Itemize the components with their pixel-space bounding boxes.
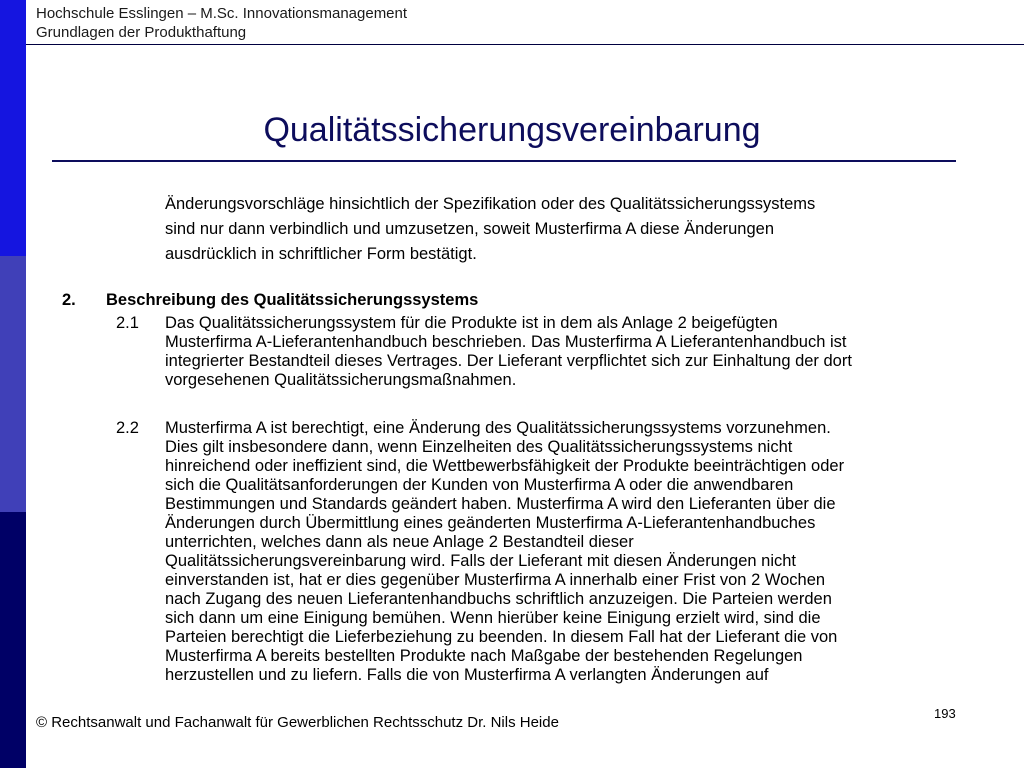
header-course: Grundlagen der Produkthaftung (36, 24, 247, 41)
clause-line: integrierter Bestandteil dieses Vertrages. Der Lieferant verpflichtet sich zur Einhaltung der dort (165, 352, 852, 370)
clause-number: 2.1 (116, 314, 139, 332)
clause-text (165, 314, 985, 390)
header-institution: Hochschule Esslingen – M.Sc. Innovationsmanagement (36, 5, 408, 22)
section-number: 2. (62, 291, 76, 309)
clause-line: Parteien berechtigt die Lieferbeziehung zu beenden. In diesem Fall hat der Lieferant die von (165, 628, 838, 646)
clause-line: hinreichend oder ineffizient sind, die Wettbewerbsfähigkeit der Produkte beeinträchtigen oder (165, 457, 845, 475)
clause-line: herzustellen und zu liefern. Falls die von Musterfirma A verlangten Änderungen auf (165, 666, 769, 684)
intro-line: ausdrücklich in schriftlicher Form bestätigt. (165, 245, 477, 263)
slide-header (36, 4, 407, 42)
slide-title: Qualitätssicherungsvereinbarung (263, 111, 761, 149)
sidebar-segment-bottom (0, 512, 26, 768)
clause-line: Musterfirma A bereits bestellten Produkte nach Maßgabe der bestehenden Regelungen (165, 647, 803, 665)
clause-line: unterrichten, welches dann als neue Anlage 2 Bestandteil dieser (165, 533, 634, 551)
clause-line: Dies gilt insbesondere dann, wenn Einzelheiten des Qualitätssicherungssystems nicht (165, 438, 793, 456)
clause-line: Änderungen durch Übermittlung eines geänderten Musterfirma A-Lieferantenhandbuches (165, 514, 816, 532)
section-title: Beschreibung des Qualitätssicherungssystems (106, 291, 479, 309)
clause-line: nach Zugang des neuen Lieferantenhandbuchs schriftlich anzuzeigen. Die Parteien werden (165, 590, 832, 608)
section-heading (62, 289, 478, 311)
clause-line: Das Qualitätssicherungssystem für die Produkte ist in dem als Anlage 2 beigefügten (165, 314, 778, 332)
clause-line: Musterfirma A-Lieferantenhandbuch beschrieben. Das Musterfirma A Lieferantenhandbuch ist (165, 333, 847, 351)
header-divider (26, 44, 1024, 45)
intro-line: sind nur dann verbindlich und umzusetzen, soweit Musterfirma A diese Änderungen (165, 220, 775, 238)
intro-paragraph (165, 192, 965, 267)
sidebar-segment-middle (0, 256, 26, 512)
clause-line: sich dann um eine Einigung bemühen. Wenn hierüber keine Einigung erzielt wird, sind die (165, 609, 821, 627)
clause-line: Bestimmungen und Standards geändert haben. Musterfirma A wird den Lieferanten über die (165, 495, 836, 513)
clause-line: Qualitätssicherungsvereinbarung wird. Falls der Lieferant mit diesen Änderungen nicht (165, 552, 797, 570)
clause-line: einverstanden ist, hat er dies gegenüber Musterfirma A innerhalb einer Frist von 2 Wochen (165, 571, 826, 589)
footer-copyright: © Rechtsanwalt und Fachanwalt für Gewerblichen Rechtsschutz Dr. Nils Heide (36, 714, 559, 731)
clause-number: 2.2 (116, 419, 139, 437)
clause-line: Musterfirma A ist berechtigt, eine Änderung des Qualitätssicherungssystems vorzunehmen. (165, 419, 831, 437)
intro-line: Änderungsvorschläge hinsichtlich der Spezifikation oder des Qualitätssicherungssystems (165, 195, 816, 213)
clause-text (165, 419, 985, 685)
clause-line: sich die Qualitätsanforderungen der Kunden von Musterfirma A oder die anwendbaren (165, 476, 794, 494)
clause-line: vorgesehenen Qualitätssicherungsmaßnahmen. (165, 371, 517, 389)
title-underline (52, 160, 956, 162)
page-number: 193 (934, 706, 956, 721)
